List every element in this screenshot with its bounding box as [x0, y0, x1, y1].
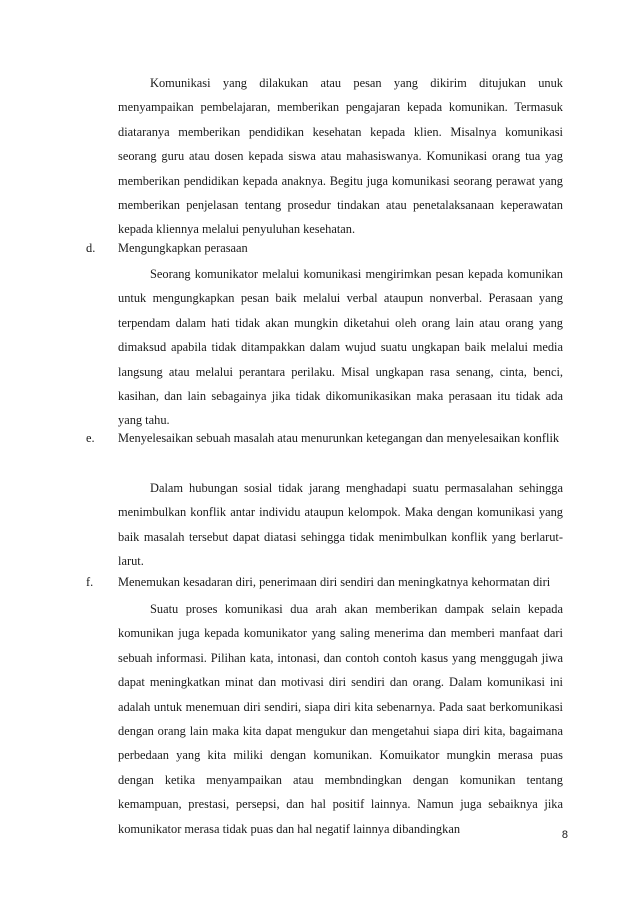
- paragraph-resolve-conflict: Dalam hubungan sosial tidak jarang menghadapi suatu permasalahan sehingga menimbulkan konflik antar individu ataupun kelompok. Maka dengan komunikasi yang baik masalah tersebut dapat diatasi sehingga tidak menimbulkan konflik yang berlarut-larut.: [118, 481, 563, 569]
- list-item-e: [86, 426, 563, 450]
- paragraph-express-feelings: Seorang komunikator melalui komunikasi mengirimkan pesan kepada komunikan untuk mengungkapkan pesan baik melalui verbal ataupun nonverbal. Perasaan yang terpendam dalam hati tidak akan mungkin diketahui oleh orang lain atau orang yang dimaksud apabila tidak ditampakkan dalam wujud suatu ungkapan baik melalui media langsung atau melalui perantara perilaku. Misal ungkapan rasa senang, cinta, benci, kasihan, dan lain sebagainya jika tidak dikomunikasikan maka perasaan itu tidak ada yang tahu.: [118, 267, 563, 428]
- list-heading-f: Menemukan kesadaran diri, penerimaan diri sendiri dan meningkatnya kehormatan diri: [118, 575, 551, 589]
- list-item-f: [86, 570, 563, 594]
- paragraph-learning-communication: Komunikasi yang dilakukan atau pesan yang dikirim ditujukan unuk menyampaikan pembelajaran, memberikan pengajaran kepada komunikan. Termasuk diataranya memberikan pendidikan kesehatan kepada klien. Misalnya komunikasi seorang guru atau dosen kepada siswa atau mahasiswanya. Komunikasi orang tua yag memberikan pendidikan kepada anaknya. Begitu juga komunikasi seorang perawat yang memberikan penjelasan tentang prosedur tindakan atau penetalaksanaan keperawatan kepada kliennya melalui penyuluhan kesehatan.: [118, 76, 563, 237]
- list-item-d: [86, 236, 563, 260]
- list-marker-d: d.: [86, 241, 96, 255]
- paragraph-self-awareness: Suatu proses komunikasi dua arah akan memberikan dampak selain kepada komunikan juga kepada komunikator yang saling menerima dan memberi manfaat dari sebuah informasi. Pilihan kata, intonasi, dan contoh contoh kasus yang menggugah jiwa dapat meningkatkan minat dan motivasi diri sendiri dan orang. Dalam komunikasi ini adalah untuk menemuan diri sendiri, siapa diri kita sebenarnya. Pada saat berkomunikasi dengan orang lain maka kita dapat mengukur dan mengetahui siapa diri kita, bagaimana perbedaan yang kita miliki dengan komunikan. Komuikator mungkin merasa puas dengan ketika menyampaikan atau membndingkan dengan komunikan tentang kemampuan, prestasi, persepsi, dan hal positif lainnya. Namun juga sebaiknya jika komunikator merasa tidak puas dan hal negatif lainnya dibandingkan: [118, 602, 563, 836]
- list-heading-e: Menyelesaikan sebuah masalah atau menurunkan ketegangan dan menyelesaikan konflik: [118, 431, 560, 445]
- page-number: 8: [561, 829, 568, 841]
- list-marker-e: e.: [86, 431, 95, 445]
- list-marker-f: f.: [86, 575, 94, 589]
- list-heading-d: Mengungkapkan perasaan: [118, 241, 248, 255]
